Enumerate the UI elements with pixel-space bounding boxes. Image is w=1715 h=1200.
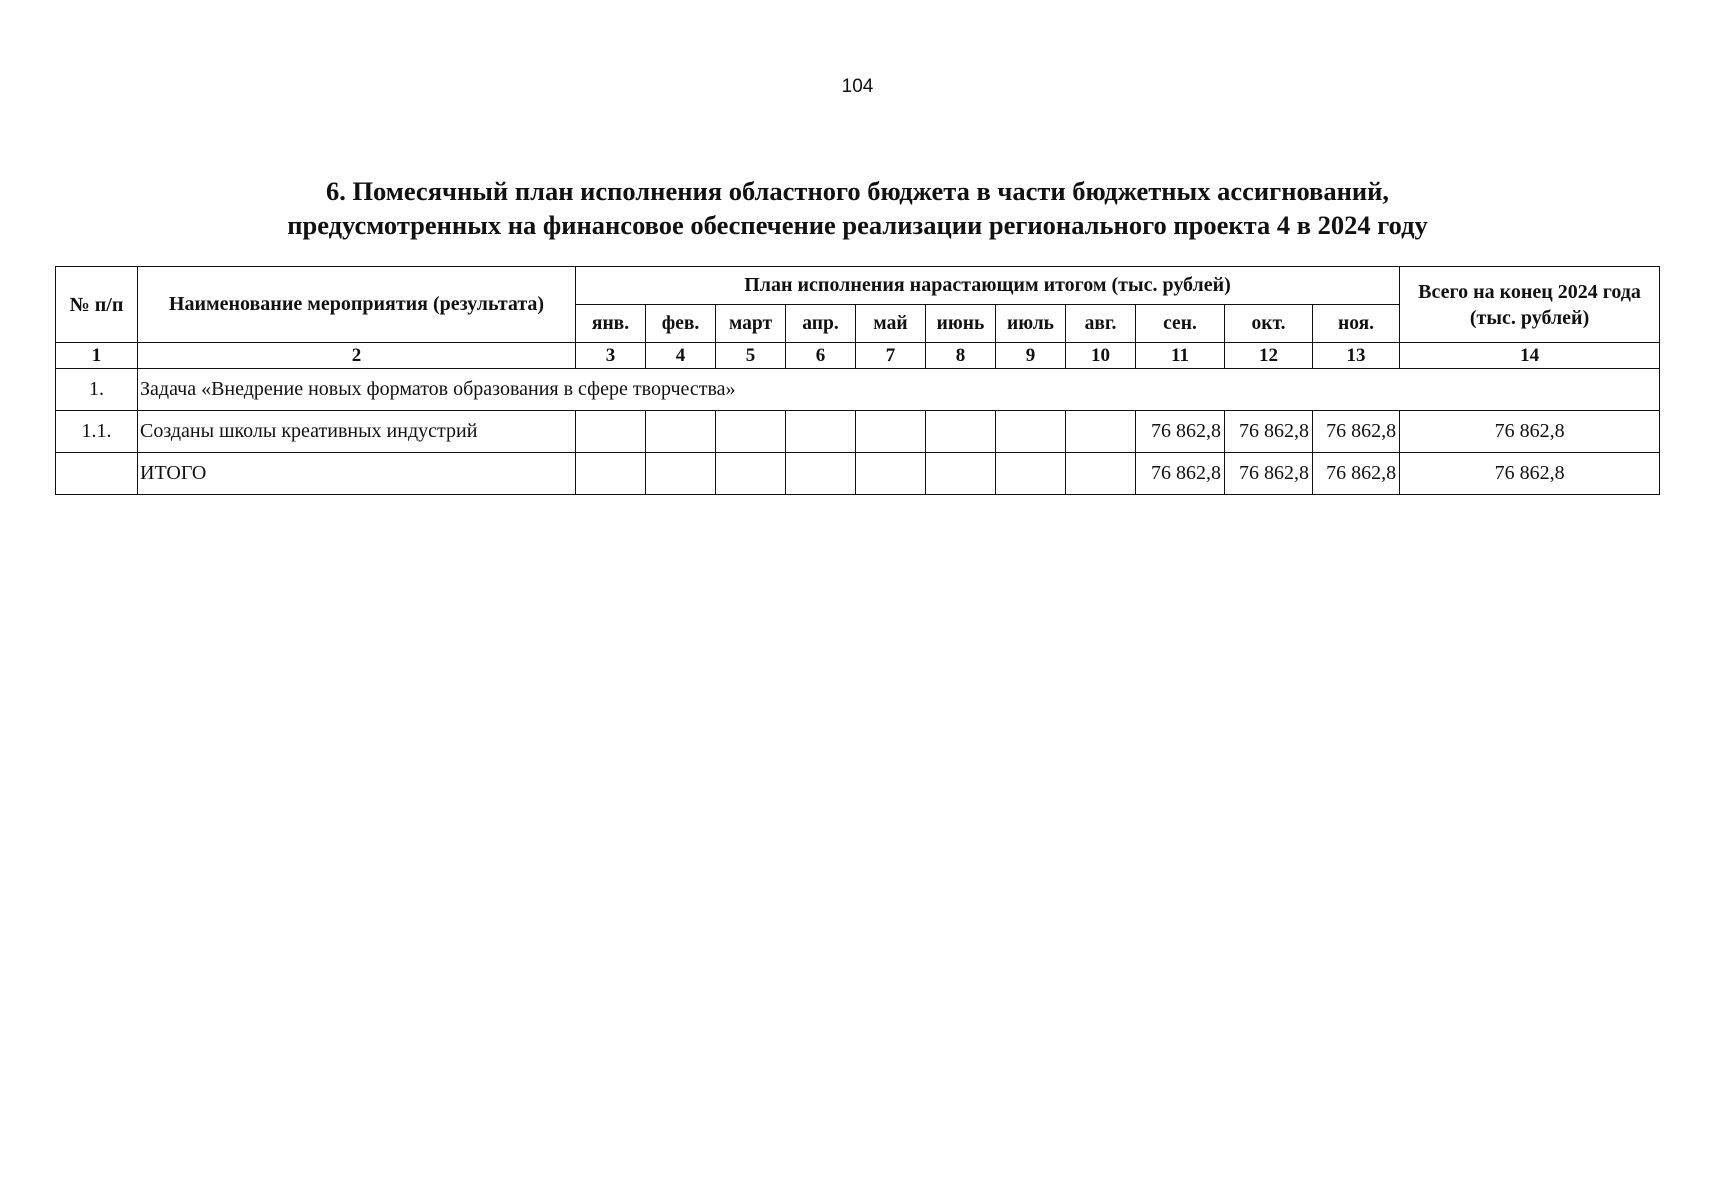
header-month: июль — [996, 305, 1066, 343]
header-total: Всего на конец 2024 года (тыс. рублей) — [1400, 267, 1660, 343]
row-number — [56, 453, 138, 495]
result-name: Созданы школы креативных индустрий — [138, 411, 576, 453]
month-value: 76 862,8 — [1225, 411, 1313, 453]
month-value — [646, 453, 716, 495]
header-plan-group: План исполнения нарастающим итогом (тыс. рублей) — [576, 267, 1400, 305]
column-number: 3 — [576, 343, 646, 369]
header-num: № п/п — [56, 267, 138, 343]
page-number: 104 — [841, 76, 874, 97]
header-month: янв. — [576, 305, 646, 343]
title-line-2: предусмотренных на финансовое обеспечение реализации регионального проекта 4 в 2024 году — [287, 210, 1428, 240]
row-total-value: 76 862,8 — [1400, 411, 1660, 453]
header-month: сен. — [1136, 305, 1225, 343]
header-month: окт. — [1225, 305, 1313, 343]
header-month: авг. — [1066, 305, 1136, 343]
month-value: 76 862,8 — [1136, 411, 1225, 453]
month-value — [856, 453, 926, 495]
month-value — [996, 453, 1066, 495]
task-name: Задача «Внедрение новых форматов образования в сфере творчества» — [138, 369, 1660, 411]
total-label: ИТОГО — [138, 453, 576, 495]
header-month: май — [856, 305, 926, 343]
month-value: 76 862,8 — [1313, 411, 1400, 453]
column-number: 7 — [856, 343, 926, 369]
month-value — [786, 411, 856, 453]
table-row-result — [56, 411, 1660, 453]
column-number: 8 — [926, 343, 996, 369]
column-number: 13 — [1313, 343, 1400, 369]
month-value — [856, 411, 926, 453]
header-month: апр. — [786, 305, 856, 343]
month-value — [716, 453, 786, 495]
table-row-total — [56, 453, 1660, 495]
month-value — [1066, 411, 1136, 453]
column-number-row — [56, 343, 1660, 369]
column-number: 2 — [138, 343, 576, 369]
column-number: 1 — [56, 343, 138, 369]
row-number: 1.1. — [56, 411, 138, 453]
column-number: 10 — [1066, 343, 1136, 369]
month-value — [996, 411, 1066, 453]
month-value — [716, 411, 786, 453]
header-month: март — [716, 305, 786, 343]
month-value — [646, 411, 716, 453]
document-title — [0, 174, 1715, 242]
budget-plan-table — [55, 266, 1660, 495]
month-value: 76 862,8 — [1225, 453, 1313, 495]
header-name: Наименование мероприятия (результата) — [138, 267, 576, 343]
table-row-task — [56, 369, 1660, 411]
column-number: 12 — [1225, 343, 1313, 369]
month-value — [786, 453, 856, 495]
month-value — [1066, 453, 1136, 495]
header-month: фев. — [646, 305, 716, 343]
month-value — [926, 453, 996, 495]
month-value: 76 862,8 — [1136, 453, 1225, 495]
column-number: 6 — [786, 343, 856, 369]
header-month: июнь — [926, 305, 996, 343]
column-number: 11 — [1136, 343, 1225, 369]
month-value — [576, 411, 646, 453]
column-number: 4 — [646, 343, 716, 369]
month-value — [576, 453, 646, 495]
month-value — [926, 411, 996, 453]
column-number: 14 — [1400, 343, 1660, 369]
title-line-1: 6. Помесячный план исполнения областного бюджета в части бюджетных ассигнований, — [325, 176, 1390, 206]
column-number: 9 — [996, 343, 1066, 369]
month-value: 76 862,8 — [1313, 453, 1400, 495]
header-month: ноя. — [1313, 305, 1400, 343]
grand-total-value: 76 862,8 — [1400, 453, 1660, 495]
row-number: 1. — [56, 369, 138, 411]
column-number: 5 — [716, 343, 786, 369]
